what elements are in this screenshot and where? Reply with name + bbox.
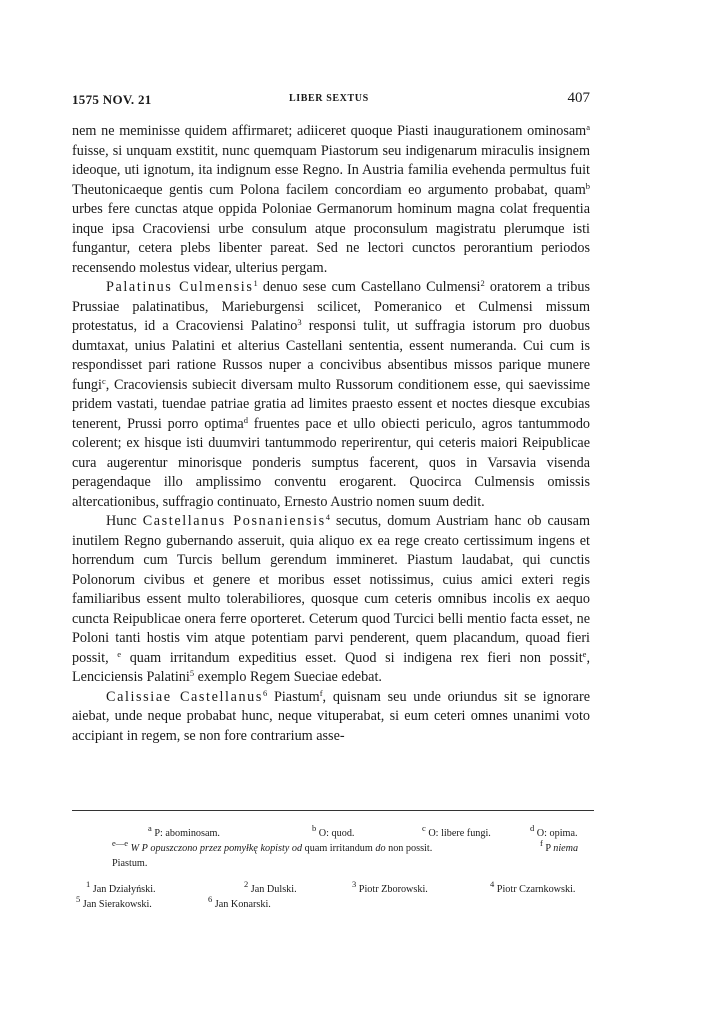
footnote-mark: e [117,648,122,659]
person-note-3: $^3$ Piotr Zborowski. [352,879,428,895]
person-notes-row [72,879,596,897]
footnote-mark: 2 [480,278,485,288]
variant-note-b: $^b$ O: quod. [312,823,355,839]
person-notes-row-2 [72,894,596,912]
variant-notes-row-3 [72,856,596,871]
variant-notes-row-2 [72,838,596,856]
speaker-name: Palatinus Culmensis [106,279,254,295]
footnote-mark: 1 [253,278,258,288]
paragraph-2: Palatinus Culmensis$^1$ denuo sese cum Castellano Culmensi$^2$ oratorem a tribus Prussiae palatinatibus, Marieburgensi scilicet, Pomeranico et Culmensi missum protestatus, id a Cracoviensi Palatino$^3$ responsi tulit, ut suffragia istorum pro duobus dumtaxat, unius Palatini et alterius Castellani sententia, essent numeranda. Cui cum is respondisset pari ratione Russos nuper a concivibus absentibus missos parique munere fungi$^c$, Cracoviensis subiecit diversam multo Russorum conditionem esse, qui saevissime pridem vastati, tuendae patriae gratia ad limites praesto essent et noctes diesque excubias tenerent, Prussi porro optima$^d$ fruentes pace et ullo obiecti periculo, agros tantummodo colerent; ex hisque isti duumviri tantummodo reperirentur, qui ceteris maiori Reipublicae cura augerentur minorisque ponderis sumptus facerent, quos in Varsavia visenda peragendaque illo amplissimo conventu erogarent. Quocirca Culmensis omissis altercationibus, suffragio continuato, Ernesto Austrio nomen suum dedit. [72,278,591,510]
variant-notes-row [72,823,596,841]
paragraph-4: Calissiae Castellanus$^6$ Piastum$^f$, quisnam seu unde oriundus sit se ignorare aiebat, unde neque probabat hunc, neque vituperabat, si eum ceteri omnes unanimi voto accipiant in regem, se non fore contrarium asse- [72,687,590,744]
person-note-5: $^5$ Jan Sierakowski. [76,894,152,910]
footnote-mark: a [586,122,590,132]
variant-note-a: $^a$ P: abominosam. [148,823,220,839]
person-note-4: $^4$ Piotr Czarnkowski. [490,879,576,895]
footnotes [72,823,596,912]
speaker-name: Castellanus Posnaniensis [142,513,326,529]
page-number: 407 [567,90,590,106]
footnote-mark: 4 [325,512,331,522]
footnote-mark: d [243,414,248,425]
footnote-mark: c [101,375,106,386]
footnote-mark: 3 [297,317,302,327]
paragraph-1: nem ne meminisse quidem affirmaret; adiiceret quoque Piasti inaugurationem ominosam$^a$ fuisse, si unquam exstitit, nunc quemquam Piastorum seu indigenarum miraculis insignem ideoque, uti ignotum, ita indignum esse Regno. In Austria familia evehenda permultus fuit Theutonicaeque gentis cum Polona facilem concordiam eo argumento probabat, quam$^b$ urbes fere cunctas atque oppida Poloniae Germanorum hominum magna colat frequentia inque ipsa Cracoviensi urbe consulum atque proconsulum magistratu plerumque isti fungantur, cetera plebs libenter pareat. Sed ne lectori cunctos perorantium periodos recensendo molestus videar, ulterius pergam. [72,122,590,276]
variant-note-e: $^{e—e}$ W P opuszczono przez pomyłkę kopisty od quam irritandum do non possit. [112,838,433,854]
variant-note-f-continued: Piastum. [112,858,148,869]
footnote-mark: f [319,687,323,698]
person-note-2: $^2$ Jan Dulski. [244,879,297,895]
speaker-name: Calissiae Castellanus [106,688,263,705]
variant-note-c: $^c$ O: libere fungi. [422,823,491,839]
person-note-1: $^1$ Jan Działyński. [86,879,156,895]
running-header [72,90,590,112]
footnote-divider [72,810,594,811]
footnote-mark: e [582,648,587,659]
header-date: 1575 NOV. 21 [72,92,152,107]
variant-note-f: $^f$ P niema [540,838,579,854]
footnote-mark: b [585,180,590,191]
main-text [72,122,590,746]
person-note-6: $^6$ Jan Konarski. [208,894,271,910]
header-title: LIBER SEXTUS [289,93,369,104]
footnote-mark: 6 [262,687,268,698]
footnote-mark: 5 [189,668,195,678]
paragraph-3: Hunc Castellanus Posnaniensis$^4$ secutus, domum Austriam hanc ob causam inutilem Regno gubernando asseruit, quia aliquo ex ea rege creato certissimum ingens et horrendum cum Turcis bellum gerendum immineret. Piastum laudabat, qui cunctis Polonorum civibus et genere et moribus esset notissimus, cuius amici exteri regis familiaribus essent multo tolerabiliores, quosque cum ceteris omnibus incolis ex aequo cuncta Reipublicae onera ferre oporteret. Ceterum quod Turcici belli mentio facta esset, ne Poloni tanti hostis vim atque potentiam parvi penderent, quem placandum, quoad fieri possit, $^e$ quam irritandum expeditius esset. Quod si indigena rex fieri non possit$^e$, Lenciciensis Palatini$^5$ exemplo Regem Sueciae edebat. [72,512,590,685]
variant-note-d: $^d$ O: opima. [530,823,578,839]
